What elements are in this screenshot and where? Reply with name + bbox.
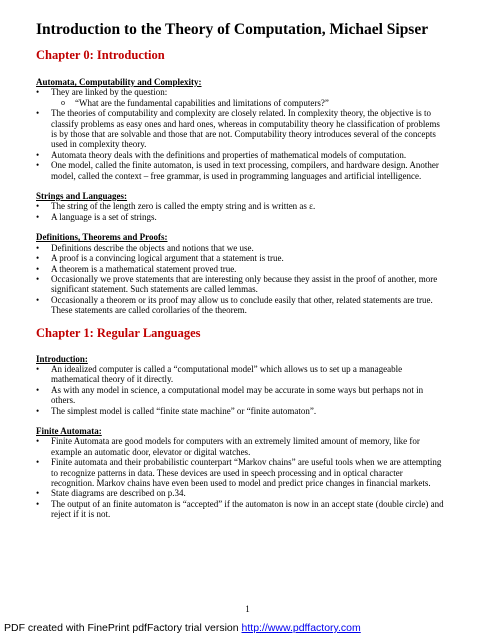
bullet-text: The string of the length zero is called the empty string and is written as ε. <box>51 201 316 212</box>
bullet-text: One model, called the finite automaton, is used in text processing, compilers, and hardware design. Another model, called the context – free grammar, is used in programming languages and artificial intelligence. <box>51 160 439 181</box>
section-heading: Automata, Computability and Complexity: <box>36 77 202 87</box>
bullet-item <box>36 160 448 181</box>
chapter-1-heading: Chapter 1: Regular Languages <box>36 325 201 340</box>
bullet-text: State diagrams are described on p.34. <box>51 488 186 499</box>
sub-bullet-list <box>51 98 448 108</box>
chapter-1-body <box>36 354 448 520</box>
section <box>36 191 448 222</box>
bullet-item <box>36 457 448 488</box>
bullet-list <box>36 243 448 316</box>
section <box>36 232 448 315</box>
bullet-item <box>36 243 448 253</box>
document-title: Introduction to the Theory of Computation, Michael Sipser <box>36 21 429 38</box>
bullet-item <box>36 385 448 406</box>
bullet-text: A theorem is a mathematical statement proved true. <box>51 263 237 274</box>
bullet-text: A proof is a convincing logical argument that a statement is true. <box>51 253 284 264</box>
bullet-list <box>36 87 448 181</box>
bullet-item <box>36 295 448 316</box>
bullet-item <box>36 436 448 457</box>
bullet-text: They are linked by the question: <box>51 87 168 98</box>
bullet-item <box>36 108 448 150</box>
bullet-item <box>36 488 448 498</box>
sub-bullet-item: o “What are the fundamental capabilities and limitations of computers?” <box>51 98 448 108</box>
bullet-item <box>36 274 448 295</box>
bullet-list <box>36 364 448 416</box>
bullet-list <box>36 436 448 519</box>
bullet-item <box>36 201 448 211</box>
bullet-text: Occasionally a theorem or its proof may allow us to conclude easily that other, related statements are true. These statements are called corollaries of the theorem. <box>51 294 433 316</box>
section <box>36 354 448 416</box>
bullet-text: A language is a set of strings. <box>51 211 157 222</box>
bullet-text: Occasionally we prove statements that are interesting only because they assist in the proof of another, more significant statement. Such statements are called lemmas. <box>51 273 438 295</box>
document-page <box>36 20 448 530</box>
bullet-item <box>36 87 448 108</box>
bullet-text: Finite Automata are good models for computers with an extremely limited amount of memory, like for example an automatic door, elevator or digital watches. <box>51 436 420 457</box>
section <box>36 77 448 181</box>
bullet-text: The theories of computability and complexity are closely related. In complexity theory, the objective is to classify problems as easy ones and hard ones, whereas in computability theory he classification of problems is by those that are solvable and those that are not. Computability theory introduces several of the concepts used in complexity theory. <box>51 108 440 150</box>
bullet-text: The simplest model is called “finite state machine” or “finite automaton”. <box>51 405 317 416</box>
bullet-item <box>36 364 448 385</box>
bullet-text: As with any model in science, a computational model may be accurate in some ways but perhaps not in others. <box>51 384 424 406</box>
bullet-text: Automata theory deals with the definitions and properties of mathematical models of computation. <box>51 149 407 160</box>
bullet-list <box>36 201 448 222</box>
bullet-item <box>36 264 448 274</box>
footer-text: PDF created with FinePrint pdfFactory trial version <box>4 622 242 634</box>
section-heading: Strings and Languages: <box>36 191 128 202</box>
bullet-text: The output of an finite automaton is “accepted” if the automaton is now in an accept state (double circle) and reject if it is not. <box>51 498 444 520</box>
bullet-item <box>36 406 448 416</box>
bullet-item <box>36 150 448 160</box>
section-heading: Definitions, Theorems and Proofs: <box>36 232 168 243</box>
page-number: 1 <box>245 604 250 614</box>
bullet-item <box>36 499 448 520</box>
bullet-item <box>36 253 448 263</box>
section <box>36 426 448 520</box>
chapter-0-body <box>36 77 448 316</box>
bullet-text: Finite automata and their probabilistic counterpart “Markov chains” are useful tools when we are attempting to recognize patterns in data. These devices are used in speech processing and in optical character recognition. Markov chains have even been used to model and predict price changes in financial markets. <box>51 457 442 488</box>
footer-link[interactable]: http://www.pdffactory.com <box>241 622 361 634</box>
pdf-footer <box>4 622 361 634</box>
section-heading: Introduction: <box>36 353 88 364</box>
section-heading: Finite Automata: <box>36 425 102 436</box>
bullet-text: Definitions describe the objects and notions that we use. <box>51 242 254 253</box>
bullet-text: An idealized computer is called a “computational model” which allows us to set up a manageable mathematical theory of it directly. <box>51 363 403 385</box>
bullet-item <box>36 212 448 222</box>
chapter-0-heading: Chapter 0: Introduction <box>36 48 165 62</box>
